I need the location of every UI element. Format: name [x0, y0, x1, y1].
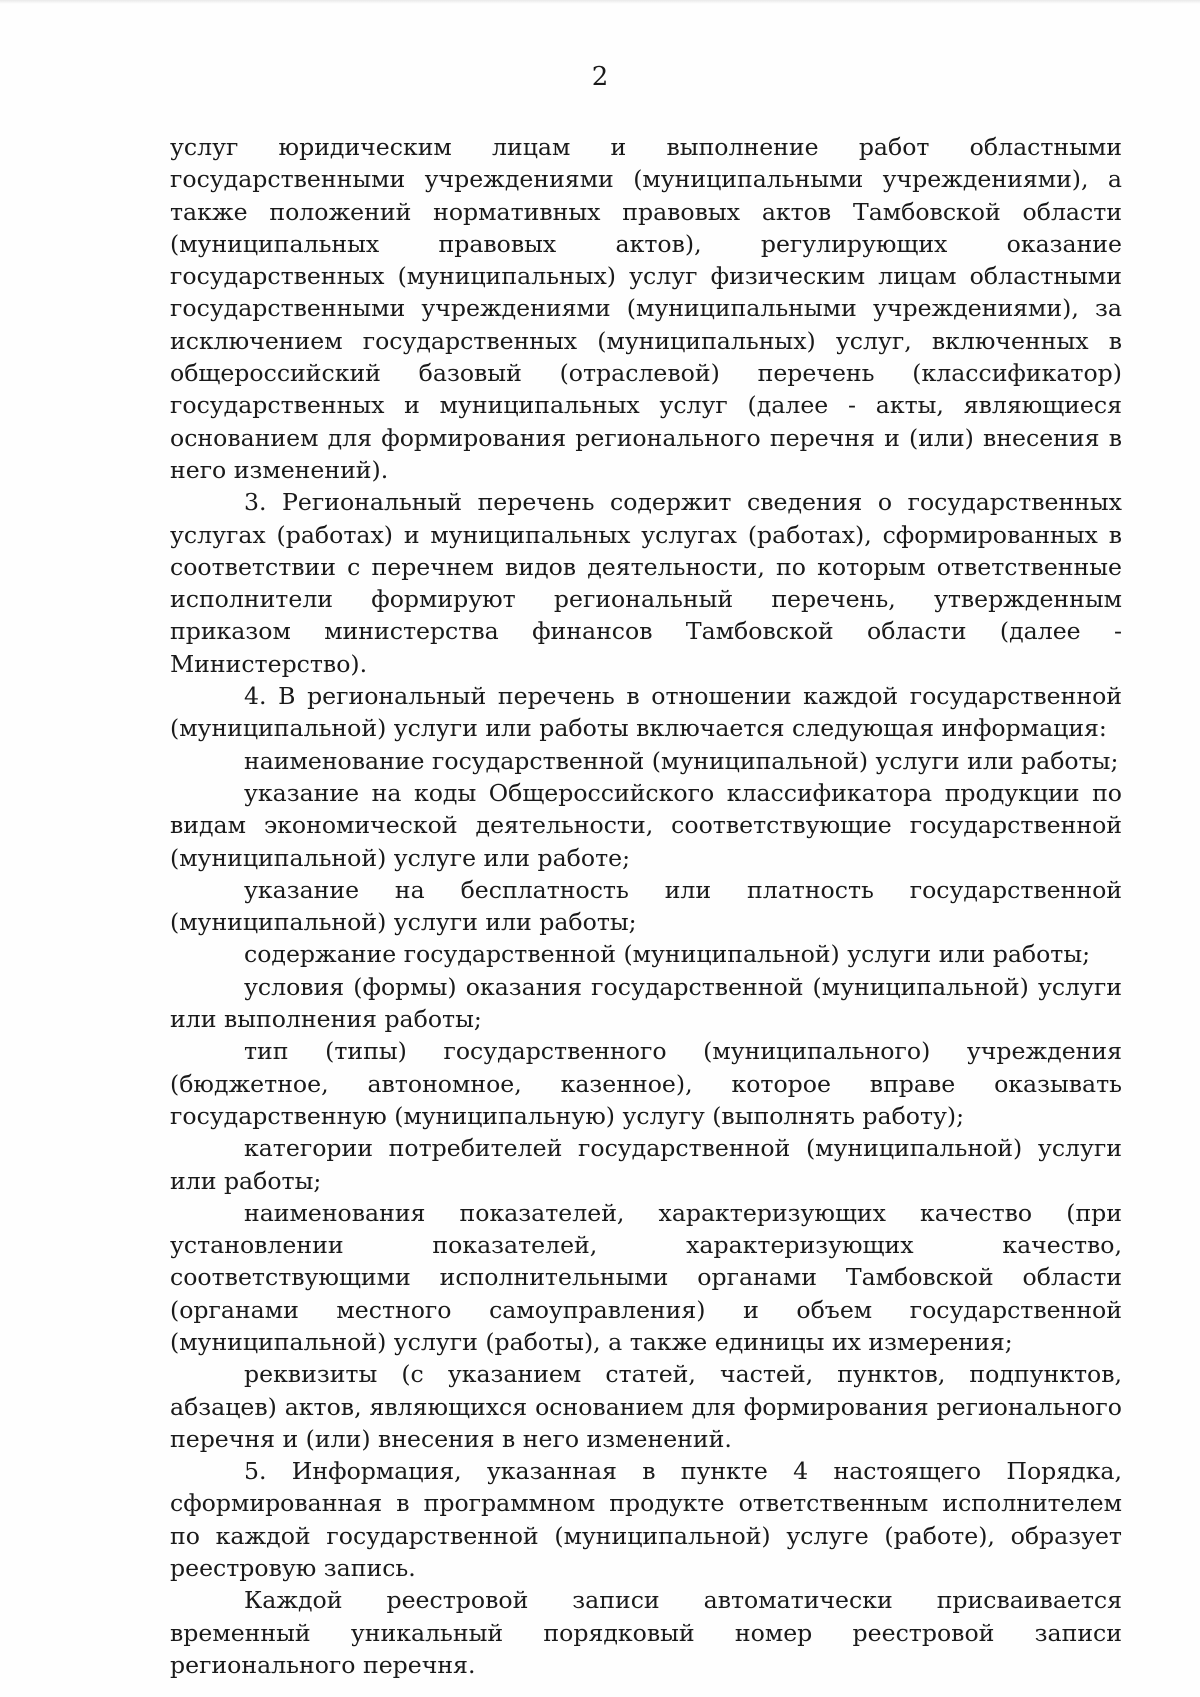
list-item-quality-indicators: наименования показателей, характеризующих качество (при установлении показателей, характеризующих качество, соответствующими исполнительными органами Тамбовской области (органами местного самоуправления) и объем государственной (муниципальной) услуги (работы), а также единицы их измерения; — [170, 1198, 1122, 1356]
list-item-legal-requisites: реквизиты (с указанием статей, частей, пунктов, подпунктов, абзацев) актов, являющихся основанием для формирования регионального перечня и (или) внесения в него изменений. — [170, 1360, 1122, 1453]
paragraph-continuation: услуг юридическим лицам и выполнение работ областными государственными учреждениями (муниципальными учреждениями), а также положений нормативных правовых актов Тамбовской области (муниципальных правовых актов), регулирующих оказание государственных (муниципальных) услуг физическим лицам областными государственными учреждениями (муниципальными учреждениями), за исключением государственных (муниципальных) услуг, включенных в общероссийский базовый (отраслевой) перечень (классификатор) государственных и муниципальных услуг (далее - акты, являющиеся основанием для формирования регионального перечня и (или) внесения в него изменений). — [170, 133, 1122, 484]
paragraph-registry-number: Каждой реестровой записи автоматически присваивается временный уникальный порядковый номер реестровой записи регионального перечня. — [170, 1586, 1122, 1679]
list-item-institution-type: тип (типы) государственного (муниципального) учреждения (бюджетное, автономное, казенное), которое вправе оказывать государственную (муниципальную) услугу (выполнять работу); — [170, 1037, 1122, 1130]
paragraph-item-4: 4. В региональный перечень в отношении каждой государственной (муниципальной) услуги или работы включается следующая информация: — [170, 682, 1122, 743]
scan-edge — [0, 0, 1200, 4]
list-item-consumer-categories: категории потребителей государственной (муниципальной) услуги или работы; — [170, 1134, 1122, 1195]
list-item-okpd-codes: указание на коды Общероссийского классификатора продукции по видам экономической деятельности, соответствующие государственной (муниципальной) услуге или работе; — [170, 778, 1122, 872]
paragraph-item-3: 3. Региональный перечень содержит сведения о государственных услугах (работах) и муниципальных услугах (работах), сформированных в соответствии с перечнем видов деятельности, по которым ответственные исполнители формируют региональный перечень, утвержденным приказом министерства финансов Тамбовской области (далее - Министерство). — [170, 488, 1122, 678]
list-item-service-name: наименование государственной (муниципальной) услуги или работы; — [244, 746, 1119, 775]
document-body — [170, 131, 1122, 1681]
list-item-service-content: содержание государственной (муниципальной) услуги или работы; — [244, 940, 1091, 969]
list-item-free-or-paid: указание на бесплатность или платность государственной (муниципальной) услуги или работы; — [170, 875, 1122, 937]
page-number: 2 — [591, 62, 609, 92]
list-item-service-conditions: условия (формы) оказания государственной (муниципальной) услуги или выполнения работы; — [170, 972, 1122, 1034]
paragraph-item-5: 5. Информация, указанная в пункте 4 настоящего Порядка, сформированная в программном продукте ответственным исполнителем по каждой государственной (муниципальной) услуге (работе), образует реестровую запись. — [170, 1457, 1122, 1583]
